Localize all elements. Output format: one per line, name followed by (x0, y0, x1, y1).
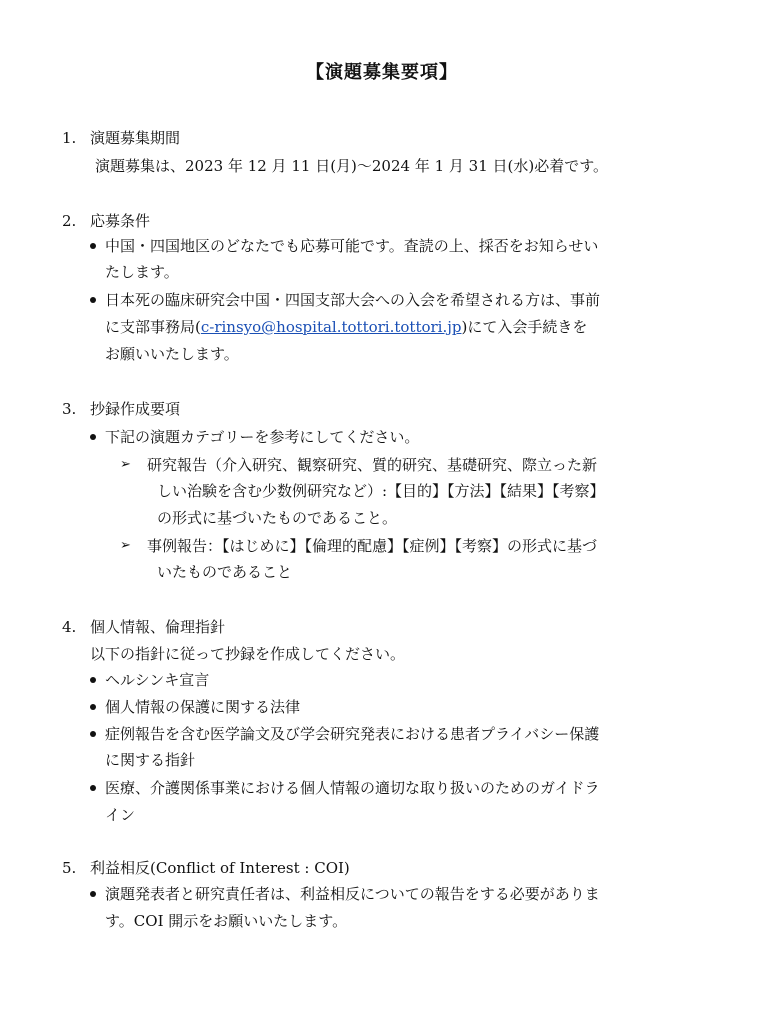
section-4-intro: 以下の指針に従って抄録を作成してください。 (90, 645, 406, 663)
section-4-heading: 個人情報、倫理指針 (90, 618, 226, 636)
section-4-bullet-2: 個人情報の保護に関する法律 (105, 698, 301, 716)
section-2-heading: 応募条件 (90, 212, 151, 230)
section-3-sub-2-line-2: いたものであること (157, 563, 293, 581)
section-2-bullet-1-line-1: 中国・四国地区のどなたでも応募可能です。査読の上、採否をお知らせい (105, 237, 599, 255)
line-suffix: )にて入会手続きを (461, 318, 588, 336)
bullet-marker (90, 434, 96, 440)
section-5-heading: 利益相反(Conflict of Interest : COI) (90, 859, 350, 877)
section-3-sub-2-line-1: 事例報告：【はじめに】【倫理的配慮】【症例】【考察】の形式に基づ (147, 537, 598, 555)
arrow-right-icon: ➢ (120, 538, 131, 553)
bullet-marker (90, 704, 96, 710)
section-2-bullet-1-line-2: たします。 (105, 263, 179, 281)
section-1-heading: 演題募集期間 (90, 129, 181, 147)
section-3-heading: 抄録作成要項 (90, 400, 181, 418)
section-3-bullet: 下記の演題カテゴリーを参考にしてください。 (105, 428, 420, 446)
section-1-text: 演題募集は、2023 年 12 月 11 日(月)～2024 年 1 月 31 日(水)必着です。 (95, 157, 609, 175)
section-5-number: 5. (62, 859, 77, 877)
bullet-marker (90, 891, 96, 897)
bullet-marker (90, 297, 96, 303)
section-3-sub-1-line-3: の形式に基づいたものであること。 (157, 509, 398, 527)
section-4-bullet-1: ヘルシンキ宣言 (105, 671, 210, 689)
bullet-marker (90, 677, 96, 683)
section-2-bullet-2-line-1: 日本死の臨床研究会中国・四国支部大会への入会を希望される方は、事前 (105, 291, 601, 309)
section-1-number: 1. (62, 129, 77, 147)
arrow-right-icon: ➢ (120, 457, 131, 472)
section-4-number: 4. (62, 618, 77, 636)
bullet-marker (90, 785, 96, 791)
bullet-marker (90, 243, 96, 249)
section-5-bullet-line-1: 演題発表者と研究責任者は、利益相反についての報告をする必要がありま (105, 885, 600, 903)
section-3-sub-1-line-1: 研究報告（介入研究、観察研究、質的研究、基礎研究、際立った新 (147, 456, 598, 474)
section-2-number: 2. (62, 212, 77, 230)
section-4-bullet-3-line-2: に関する指針 (105, 751, 196, 769)
section-4-bullet-4-line-1: 医療、介護関係事業における個人情報の適切な取り扱いのためのガイドラ (105, 779, 600, 797)
section-5-bullet-line-2: す。COI 開示をお願いいたします。 (105, 912, 348, 930)
section-2-bullet-2-line-2 (105, 317, 587, 337)
line-prefix: に支部事務局( (105, 318, 201, 336)
section-4-bullet-3-line-1: 症例報告を含む医学論文及び学会研究発表における患者プライバシー保護 (105, 725, 600, 743)
page-title: 【演題募集要項】 (306, 62, 458, 83)
email-link[interactable]: c-rinsyo@hospital.tottori.tottori.jp (200, 318, 462, 336)
section-2-bullet-2-line-3: お願いいたします。 (105, 345, 239, 363)
section-4-bullet-4-line-2: イン (105, 806, 136, 824)
section-3-number: 3. (62, 400, 77, 418)
bullet-marker (90, 731, 96, 737)
section-3-sub-1-line-2: しい治験を含む少数例研究など）:【目的】【方法】【結果】【考察】 (157, 482, 605, 500)
